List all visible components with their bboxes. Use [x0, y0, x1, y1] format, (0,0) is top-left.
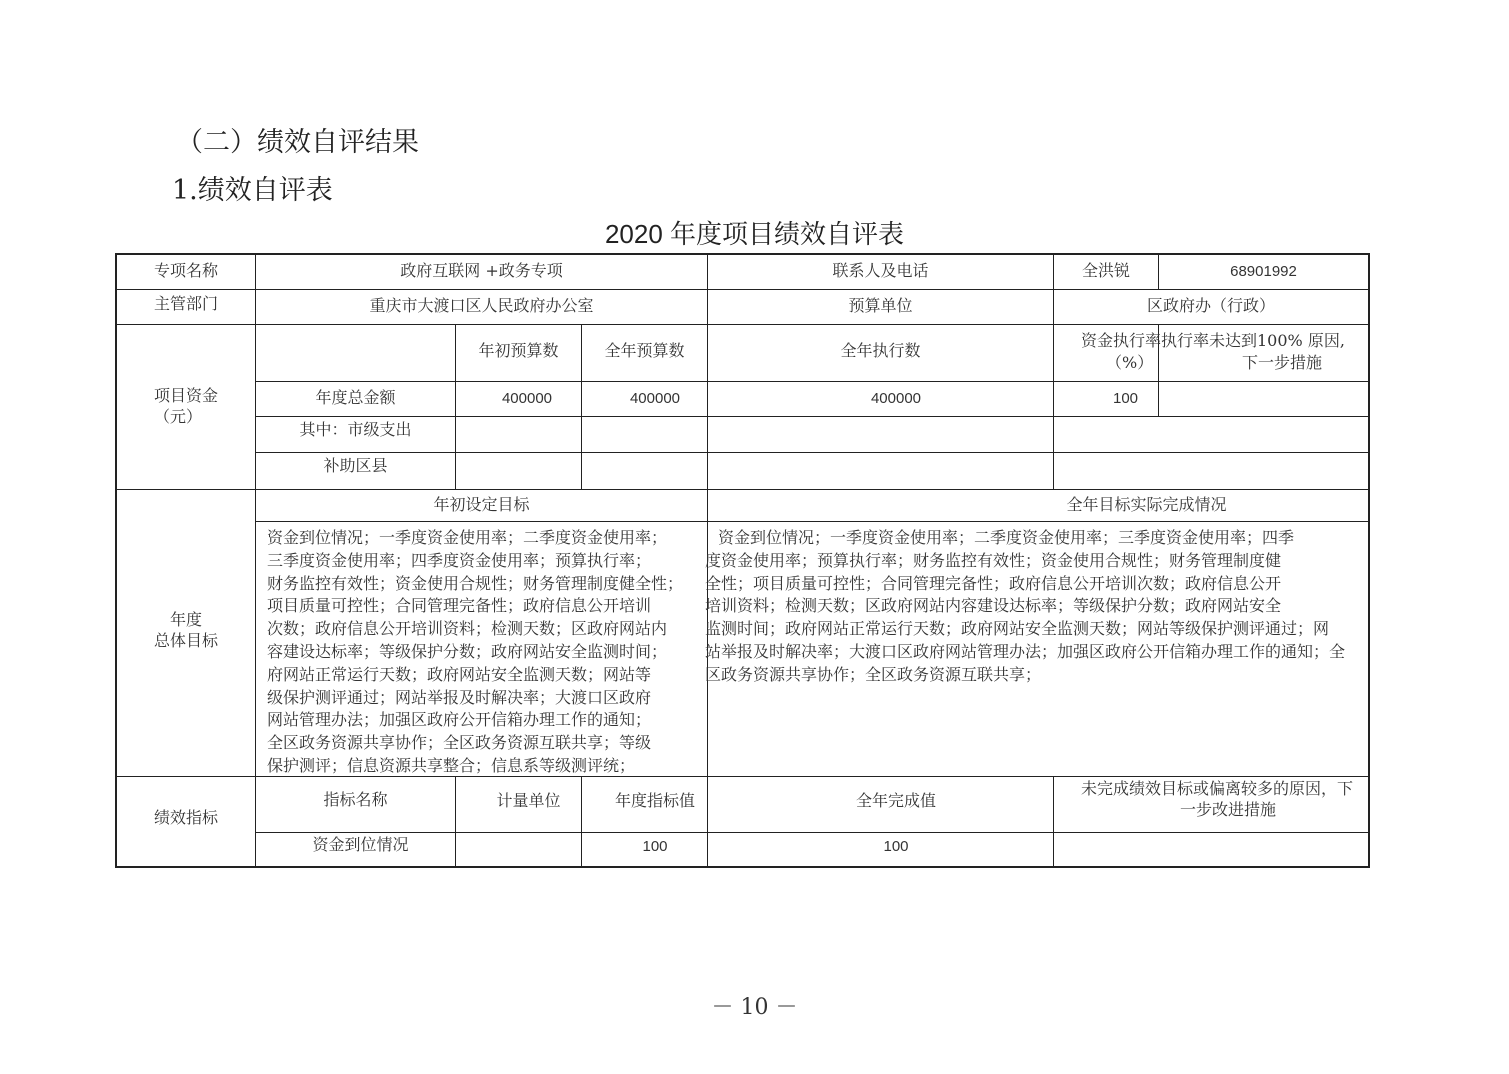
total-exec: 400000 — [870, 390, 922, 407]
funds-unit-label: （元） — [153, 407, 202, 426]
actual-goal-line: 全性；项目质量可控性；合同管理完备性；政府信息公开培训次数；政府信息公开 — [705, 573, 1282, 593]
project-name-value: 政府互联网 +政务专项 — [400, 261, 563, 280]
total-rate: 100 — [1112, 390, 1139, 407]
page-number: － 10 － — [711, 995, 798, 1020]
goals-label: 年度 — [169, 610, 202, 629]
table-title: 2020 年度项目绩效自评表 — [604, 219, 905, 249]
col-full-budget: 全年预算数 — [604, 341, 685, 360]
set-goal-line: 府网站正常运行天数；政府网站安全监测天数；网站等 — [267, 664, 652, 684]
set-goal-line: 级保护测评通过；网站举报及时解决率；大渡口区政府 — [267, 687, 652, 707]
indicator-row-done: 100 — [883, 838, 909, 855]
set-goal-line: 保护测评；信息资源共享整合；信息系等级测评统； — [267, 756, 636, 775]
goals-label-2: 总体目标 — [153, 631, 218, 650]
budget-unit-value: 区政府办（行政） — [1146, 296, 1275, 315]
col-indicator-name: 指标名称 — [323, 790, 388, 809]
col-indicator-reason-2: 一步改进措施 — [1180, 800, 1277, 819]
col-set-goal: 年初设定目标 — [433, 495, 530, 514]
indicators-label: 绩效指标 — [153, 808, 218, 827]
set-goal-line: 容建设达标率；等级保护分数；政府网站安全监测时间； — [267, 642, 668, 661]
section-heading: （二）绩效自评结果 — [176, 127, 419, 158]
total-full: 400000 — [629, 390, 681, 407]
dept-value: 重庆市大渡口区人民政府办公室 — [369, 296, 594, 315]
set-goal-line: 次数；政府信息公开培训资料；检测天数；区政府网站内 — [267, 619, 668, 639]
set-goal-line: 全区政务资源共享协作；全区政务资源互联共享；等级 — [267, 733, 652, 753]
row-city-label: 其中：市级支出 — [299, 420, 412, 439]
col-execution: 全年执行数 — [840, 341, 921, 360]
set-goal-line: 项目质量可控性；合同管理完备性；政府信息公开培训 — [267, 596, 652, 616]
set-goal-line: 网站管理办法；加强区政府公开信箱办理工作的通知； — [267, 710, 652, 730]
actual-goal-line: 培训资料；检测天数；区政府网站内容建设达标率；等级保护分数；政府网站安全 — [705, 596, 1282, 616]
set-goal-line: 资金到位情况；一季度资金使用率；二季度资金使用率； — [267, 528, 668, 547]
col-indicator-unit: 计量单位 — [496, 791, 561, 810]
budget-unit-label: 预算单位 — [848, 296, 913, 315]
subsection-heading: 1.绩效自评表 — [172, 175, 333, 206]
actual-goal-line: 度资金使用率；预算执行率；财务监控有效性；资金使用合规性；财务管理制度健 — [705, 550, 1282, 570]
col-indicator-reason: 未完成绩效目标或偏离较多的原因，下 — [1081, 779, 1354, 798]
set-goal-line: 财务监控有效性；资金使用合规性；财务管理制度健全性； — [267, 573, 684, 593]
col-indicator-target: 年度指标值 — [614, 791, 695, 810]
col-reason-2: 下一步措施 — [1242, 353, 1323, 372]
row-subsidy-label: 补助区县 — [323, 456, 388, 475]
project-name-label: 专项名称 — [153, 261, 218, 280]
actual-goal-line: 资金到位情况；一季度资金使用率；二季度资金使用率；三季度资金使用率；四季 — [718, 528, 1295, 547]
contact-label: 联系人及电话 — [832, 261, 929, 280]
col-reason: 执行率未达到100% 原因, — [1161, 331, 1345, 350]
col-indicator-done: 全年完成值 — [855, 791, 936, 810]
col-actual-goal: 全年目标实际完成情况 — [1066, 495, 1227, 514]
dept-label: 主管部门 — [153, 294, 218, 313]
contact-name: 全洪锐 — [1081, 261, 1130, 280]
total-initial: 400000 — [501, 390, 553, 407]
col-rate-unit: （%） — [1106, 353, 1154, 372]
contact-phone: 68901992 — [1230, 263, 1297, 280]
set-goal-line: 三季度资金使用率；四季度资金使用率；预算执行率； — [267, 550, 652, 570]
actual-goal-line: 监测时间；政府网站正常运行天数；政府网站安全监测天数；网站等级保护测评通过；网 — [705, 619, 1330, 639]
funds-label: 项目资金 — [153, 386, 218, 405]
row-total-label: 年度总金额 — [315, 388, 396, 407]
indicator-row-name: 资金到位情况 — [312, 835, 409, 854]
indicator-row-target: 100 — [642, 838, 668, 855]
actual-goal-line: 区政务资源共享协作；全区政务资源互联共享； — [705, 664, 1042, 684]
col-initial-budget: 年初预算数 — [478, 341, 559, 360]
actual-goal-line: 站举报及时解决率；大渡口区政府网站管理办法；加强区政府公开信箱办理工作的通知；全 — [705, 642, 1346, 661]
col-rate: 资金执行率 — [1081, 331, 1162, 350]
